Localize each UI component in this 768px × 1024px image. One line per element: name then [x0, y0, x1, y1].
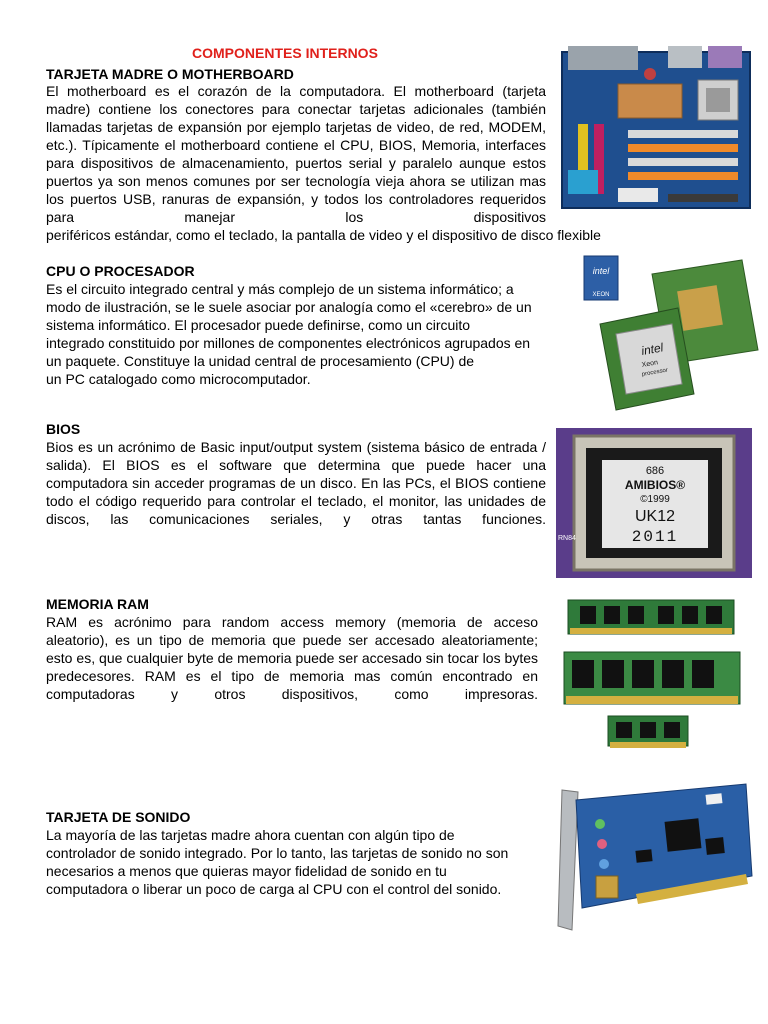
- sound-body-line: necesarios a menos que quieras mayor fidelidad de sonido en tu: [46, 863, 447, 879]
- motherboard-image: [558, 44, 754, 212]
- cpu-body-line: integrado constituido por millones de componentes electrónicos agrupados en: [46, 335, 531, 351]
- cpu-body-line: un paquete. Constituye la unidad central de procesamiento (CPU) de: [46, 353, 475, 369]
- ram-module-image: [566, 598, 736, 638]
- cpu-box-model: XEON: [592, 292, 610, 298]
- cpu-box-brand: intel: [592, 266, 610, 276]
- ram-module-image: [562, 650, 742, 708]
- bios-chip-image: [556, 428, 752, 578]
- motherboard-heading: TARJETA MADRE O MOTHERBOARD: [46, 66, 294, 82]
- cpu-chip-brand: intel: [640, 340, 665, 358]
- sound-body-line: computadora o liberar un poco de carga al CPU con el control del sonido.: [46, 881, 502, 897]
- bios-chip-line: 686: [645, 465, 665, 477]
- motherboard-body: El motherboard es el corazón de la computadora. El motherboard (tarjeta madre) contiene los conectores para conectar tarjetas adicionales (también llamadas tarjetas de expansión por ejemplo tarjetas de video, de red, MODEM, etc.). Típicamente el motherboard contiene el CPU, BIOS, Memoria, interfaces para dispositivos de almacenamiento, puertos serial y paralelo aunque estos puertos ya son menos comunes por ser tecnología vieja ahora se utilizan mas los puertos USB, ranuras de expansión, y todos los controladores requeridos para manejar los dispositivos: [46, 83, 546, 225]
- cpu-heading: CPU O PROCESADOR: [46, 263, 195, 279]
- cpu-body-line: sistema informático. El procesador puede definirse, como un circuito: [46, 317, 471, 333]
- bios-board-label: RN84: [558, 535, 576, 542]
- cpu-chip-sub: processor: [641, 367, 669, 379]
- sound-body-line: controlador de sonido integrado. Por lo tanto, las tarjetas de sonido no son: [46, 845, 509, 861]
- cpu-body-line: modo de ilustración, se le suele asociar por analogía como el «cerebro» de un: [46, 299, 532, 315]
- bios-body: Bios es un acrónimo de Basic input/output system (sistema básico de entrada / salida). El BIOS es el software que determina que puede hacer una computadora sin acceder programas de un disco. En las PCs, el BIOS contiene todo el código requerido para controlar el teclado, el monitor, las unidades de discos, las comunicaciones seriales, y otras tantas funciones.: [46, 439, 546, 527]
- bios-chip-line: AMIBIOS®: [624, 478, 686, 492]
- cpu-body-line: un PC catalogado como microcomputador.: [46, 371, 311, 387]
- ram-heading: MEMORIA RAM: [46, 596, 149, 612]
- motherboard-body-last-line: periféricos estándar, como el teclado, la pantalla de video y el dispositivo de disco flexible: [46, 227, 601, 243]
- bios-heading: BIOS: [46, 421, 81, 437]
- ram-module-image: [606, 714, 690, 750]
- bios-chip-line: 2011: [631, 528, 679, 546]
- sound-heading: TARJETA DE SONIDO: [46, 809, 191, 825]
- cpu-body: [46, 280, 532, 388]
- bios-chip-line: UK12: [634, 508, 676, 525]
- cpu-image: [582, 254, 760, 414]
- page-title: COMPONENTES INTERNOS: [192, 45, 378, 61]
- cpu-chip-model: Xeon: [641, 359, 659, 370]
- cpu-body-line: Es el circuito integrado central y más complejo de un sistema informático; a: [46, 281, 514, 297]
- sound-card-image: [556, 780, 756, 940]
- sound-body: [46, 826, 508, 898]
- bios-chip-line: ©1999: [640, 494, 670, 505]
- sound-body-line: La mayoría de las tarjetas madre ahora cuentan con algún tipo de: [46, 827, 455, 843]
- ram-body: RAM es acrónimo para random access memory (memoria de acceso aleatorio), es un tipo de memoria que puede ser accesado aleatoriamente; esto es, que cualquier byte de memoria puede ser accesado sin tocar los bytes predecesores. RAM es el tipo de memoria mas común encontrado en computadoras y otros dispositivos, como impresoras.: [46, 614, 538, 702]
